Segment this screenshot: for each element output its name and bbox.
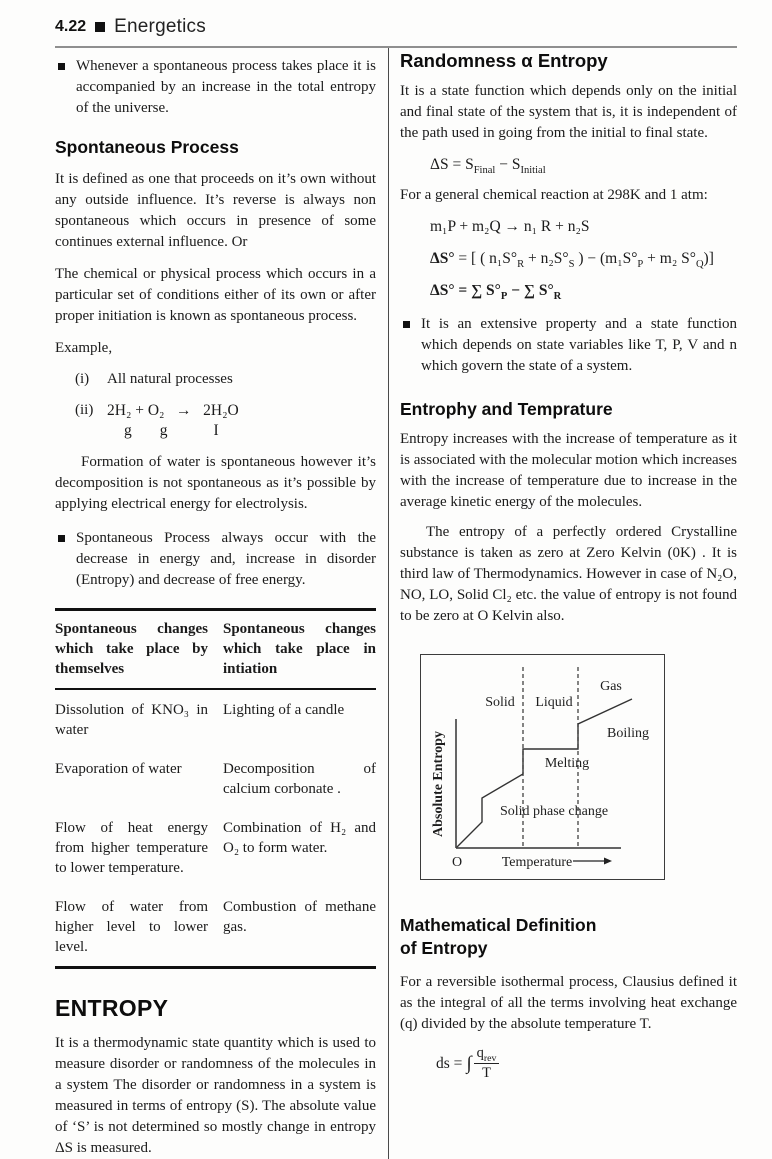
table-header-row xyxy=(55,611,376,690)
intro-bullet-text: Whenever a spontaneous process takes place it is accompanied by an increase in the total entropy of the universe. xyxy=(76,58,376,116)
state-label-g1: g xyxy=(124,422,132,439)
temperature-paragraph: Entropy increases with the increase of temperature as it is associated with the molecular motion which increases with the increase of temperature due to increase in the average kinetic energy of the molecules. xyxy=(400,431,737,510)
spontaneous-changes-table xyxy=(55,608,376,969)
table-cell: Decomposition of calcium corbonate . xyxy=(223,761,376,797)
figure-gas-label: Gas xyxy=(600,679,622,694)
state-label-l: I xyxy=(213,422,219,439)
clausius-fraction xyxy=(474,1045,500,1082)
figure-y-axis-label: Absolute Entropy xyxy=(431,731,446,837)
entropy-paragraph: It is a thermodynamic state quantity which is used to measure disorder or randomness of the molecules in a system The disorder or randomness in a system is measured in terms of entropy (S). The absolute value of ‘S’ is not determined so mostly change in entropy ΔS is measured. xyxy=(55,1035,376,1156)
example-item-ii xyxy=(55,400,376,441)
table-cell: Flow of heat energy from higher temperature to lower temperature. xyxy=(55,820,208,876)
general-reaction-paragraph: For a general chemical reaction at 298K and 1 atm: xyxy=(400,187,708,203)
definition-paragraph-2: The chemical or physical process which occurs in a particular set of conditions either of its own or after proper initiation is known as spontaneous process. xyxy=(55,266,376,324)
figure-liquid-label: Liquid xyxy=(535,695,573,710)
table-cell: Dissolution of KNO₃ in water xyxy=(55,702,208,738)
square-bullet-icon xyxy=(403,321,410,328)
figure-boiling-label: Boiling xyxy=(606,726,650,741)
square-bullet-icon xyxy=(58,63,65,70)
figure-solid-label: Solid xyxy=(485,695,515,710)
entropy-temperature-heading: Entrophy and Temprature xyxy=(400,399,613,419)
temperature-arrow-head-icon xyxy=(604,858,612,865)
table-row xyxy=(55,690,376,749)
square-bullet-icon xyxy=(58,535,65,542)
left-column xyxy=(55,48,376,1159)
integral-symbol: ∫ xyxy=(466,1052,472,1074)
column-gap xyxy=(376,48,388,1159)
randomness-heading: Randomness α Entropy xyxy=(400,50,608,71)
table-row xyxy=(55,808,376,887)
delta-s-sum-equation: ΔS° = ∑ $S^\circ_P$ − ∑ $S^\circ_R$ xyxy=(430,282,562,303)
page-header xyxy=(55,16,737,48)
spontaneous-process-heading: Spontaneous Process xyxy=(55,137,239,157)
reaction-equation: m₁P + m₂Q → n₁ R + n₂S xyxy=(430,218,590,235)
math-heading-line1: Mathematical Definition xyxy=(400,915,597,935)
figure-origin-label: O xyxy=(451,855,463,870)
math-heading-line2: of Entropy xyxy=(400,938,488,958)
table-cell: Evaporation of water xyxy=(55,761,182,777)
entropy-temperature-chart xyxy=(421,655,664,879)
right-column xyxy=(400,48,737,1159)
chapter-title: Energetics xyxy=(114,16,206,37)
state-label-g2: g xyxy=(159,422,168,439)
disorder-bullet-text: Spontaneous Process always occur with the decrease in energy and, increase in disorder (Entropy) and decrease of free energy. xyxy=(76,530,376,588)
table-row xyxy=(55,749,376,808)
table-cell: Flow of water from higher level to lower level. xyxy=(55,899,208,955)
equation-state-labels xyxy=(107,421,239,441)
header-square-bullet-icon xyxy=(95,22,105,32)
water-formation-equation: 2H₂ + O₂ → 2H₂O xyxy=(107,402,239,419)
clausius-paragraph: For a reversible isothermal process, Clausius defined it as the integral of all the terms involving heat exchange (q) divided by the absolute temperature T. xyxy=(400,974,737,1032)
table-cell: Combination of H₂ and O₂ to form water. xyxy=(223,820,376,856)
delta-s-expanded-equation: ΔS° = [ ( $n_1S^\circ_R + n_2S^\circ_S$ ) − ($m_1S^\circ_P + m_2$ $S^\circ_Q$)] xyxy=(430,250,714,271)
formation-paragraph: Formation of water is spontaneous however it’s decomposition is not spontaneous as it’s possible by applying electrical energy for electrolysis. xyxy=(55,454,376,512)
figure-melting-label: Melting xyxy=(544,756,590,771)
disorder-bullet-item xyxy=(55,528,376,591)
example-i-text: All natural processes xyxy=(107,371,233,387)
clausius-fraction-numerator: $q_{rev}$ xyxy=(474,1045,500,1064)
clausius-equation-lhs: ds = xyxy=(436,1054,463,1072)
example-item-i xyxy=(55,369,376,390)
water-formation-equation-block xyxy=(107,400,239,441)
intro-bullet-item xyxy=(55,56,376,119)
state-function-paragraph: It is a state function which depends only on the initial and final state of the system that is, it is independent of the path used in going from the initial to final state. xyxy=(400,83,737,141)
page-number: 4.22 xyxy=(55,18,87,35)
example-ii-number: (ii) xyxy=(75,402,94,418)
clausius-equation xyxy=(436,1045,737,1082)
table-header-col2: Spontaneous changes which take place in intiation xyxy=(223,621,376,677)
mathematical-definition-heading xyxy=(400,914,737,960)
entropy-temperature-figure xyxy=(420,654,665,880)
example-label: Example, xyxy=(55,340,113,356)
two-column-layout xyxy=(55,48,737,1159)
table-cell: Combustion of methane gas. xyxy=(223,899,376,935)
entropy-curve xyxy=(457,699,632,847)
third-law-paragraph: The entropy of a perfectly ordered Crystalline substance is taken as zero at Zero Kelvin (0K) . It is third law of Thermodynamics. However in case of N₂O, NO, LO, Solid Cl₂ etc. the value of entropy is not found to be zero at O Kelvin also. xyxy=(400,524,737,624)
column-gap xyxy=(389,48,400,1159)
extensive-property-text: It is an extensive property and a state function which depends on state variables like T, P, V and n which govern the state of a system. xyxy=(421,316,737,374)
entropy-heading: ENTROPY xyxy=(55,995,169,1021)
table-cell: Lighting of a candle xyxy=(223,702,345,718)
delta-s-equation: $\Delta S = S_{Final} - S_{Initial}$ xyxy=(430,156,546,177)
figure-solid-phase-change-label: Solid phase change xyxy=(499,804,609,819)
definition-paragraph: It is defined as one that proceeds on it’s own without any outside influence. It’s reverse is always non spontaneous which occurs in presence of some continues external influence. Or xyxy=(55,171,376,250)
example-i-number: (i) xyxy=(75,371,90,387)
extensive-property-bullet xyxy=(400,314,737,377)
table-header-col1: Spontaneous changes which take place by themselves xyxy=(55,621,208,677)
table-row xyxy=(55,887,376,966)
figure-x-axis-label: Temperature xyxy=(501,855,573,870)
clausius-fraction-denominator: T xyxy=(482,1065,491,1081)
